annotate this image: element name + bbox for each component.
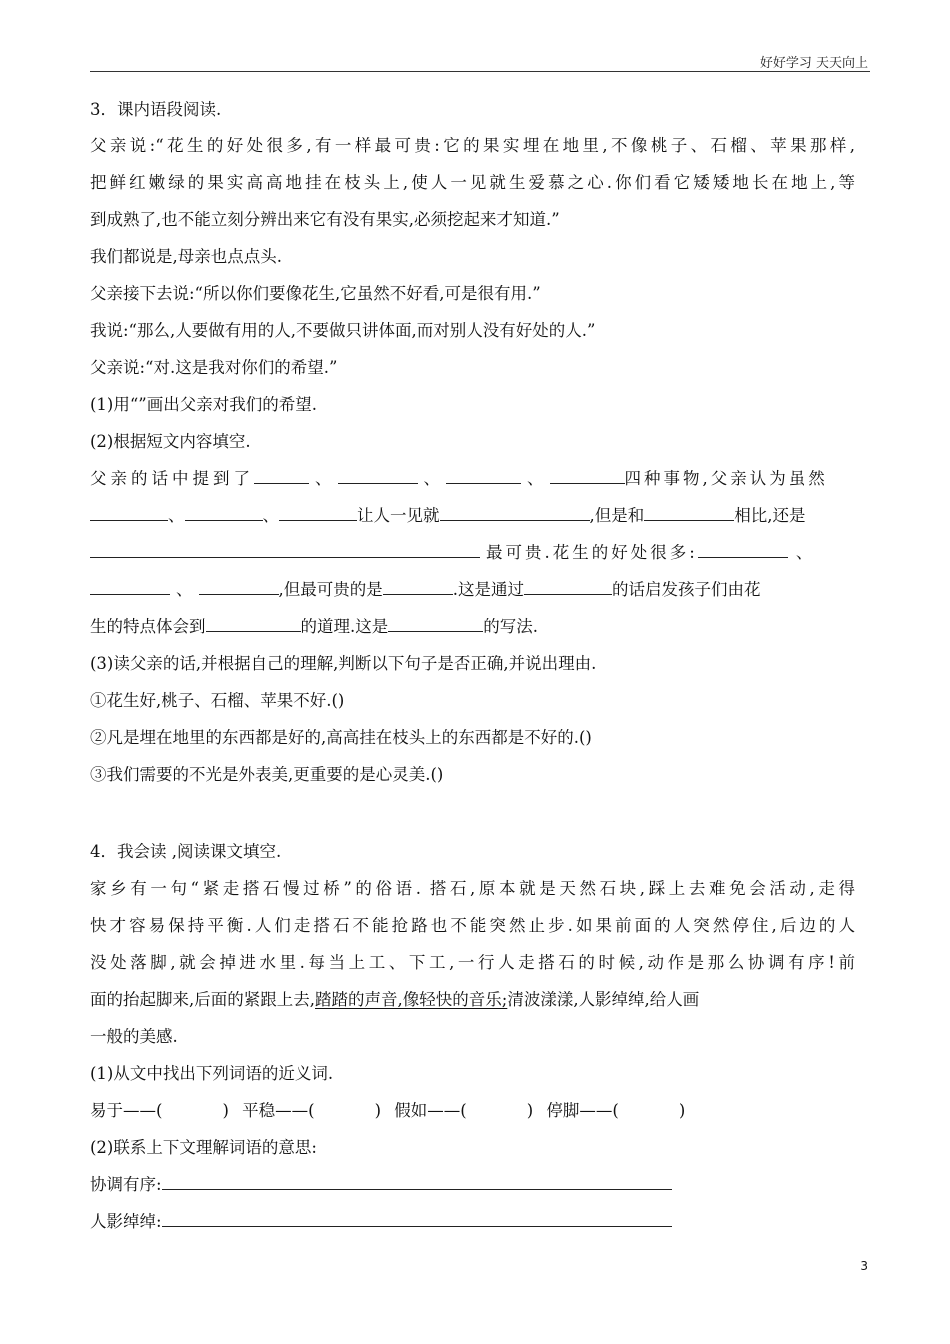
passage-text: 面的抬起脚来,后面的紧跟上去, <box>90 990 315 1009</box>
answer-blank[interactable] <box>550 467 625 484</box>
q3-sub3: (3)读父亲的话,并根据自己的理解,判断以下句子是否正确,并说出理由. <box>90 654 597 673</box>
fill-sep: 、 <box>423 469 440 488</box>
answer-blank[interactable] <box>644 504 734 521</box>
page-header-text: 好好学习 天天向上 <box>759 56 868 71</box>
fill-sep: 、 <box>315 469 332 488</box>
q3-sub2: (2)根据短文内容填空. <box>90 432 251 451</box>
q3-fill-line-2 <box>90 502 806 526</box>
answer-blank[interactable] <box>446 467 521 484</box>
q3-fill-line-5 <box>90 613 538 637</box>
q3-passage-line: 到成熟了,也不能立刻分辨出来它有没有果实,必须挖起来才知道.” <box>90 210 560 229</box>
q3-item: ②凡是埋在地里的东西都是好的,高高挂在枝头上的东西都是不好的.() <box>90 728 592 747</box>
header-rule <box>90 71 870 72</box>
answer-blank[interactable] <box>440 504 590 521</box>
answer-blank[interactable] <box>698 541 788 558</box>
answer-blank[interactable] <box>383 578 453 595</box>
answer-blank[interactable] <box>254 467 309 484</box>
fill-text: 的道理.这是 <box>300 617 389 636</box>
answer-blank[interactable] <box>279 504 357 521</box>
answer-blank[interactable] <box>162 1210 672 1227</box>
q3-title: 3．课内语段阅读. <box>90 100 222 119</box>
q3-fill-line-3 <box>90 539 812 563</box>
underlined-phrase: 踏踏的声音,像轻快的音乐; <box>315 990 508 1009</box>
synonym-item: 停脚——( ) <box>546 1101 686 1120</box>
fill-sep: 、 <box>262 506 279 525</box>
q3-passage-line: 我们都说是,母亲也点点头. <box>90 247 282 266</box>
q4-passage-line: 快才容易保持平衡.人们走搭石不能抢路也不能突然止步.如果前面的人突然停住,后边的人 <box>90 916 855 935</box>
answer-blank[interactable] <box>185 504 263 521</box>
passage-text: 清波漾漾,人影绰绰,给人画 <box>507 990 700 1009</box>
q4-term-row <box>90 1171 672 1195</box>
answer-blank[interactable] <box>199 578 279 595</box>
fill-text: ,但最可贵的是 <box>278 580 383 599</box>
synonym-item: 假如——( ) <box>394 1101 534 1120</box>
answer-blank[interactable] <box>206 615 301 632</box>
q3-passage-line: 父亲说:“对.这是我对你们的希望.” <box>90 358 338 377</box>
q4-sub2: (2)联系上下文理解词语的意思: <box>90 1138 317 1157</box>
q3-passage-line: 父亲说:“花生的好处很多,有一样最可贵:它的果实埋在地里,不像桃子、石榴、苹果那样, <box>90 136 855 155</box>
fill-text: 生的特点体会到 <box>90 617 206 636</box>
fill-text: 的写法. <box>483 617 538 636</box>
fill-text: 父亲的话中提到了 <box>90 469 254 488</box>
fill-text: 相比,还是 <box>734 506 806 525</box>
q4-synonym-row <box>90 1097 685 1121</box>
q4-sub1: (1)从文中找出下列词语的近义词. <box>90 1064 334 1083</box>
synonym-item: 平稳——( ) <box>242 1101 381 1120</box>
answer-blank[interactable] <box>162 1173 672 1190</box>
answer-blank[interactable] <box>90 504 168 521</box>
answer-blank[interactable] <box>90 578 170 595</box>
q4-passage-line: 没处落脚,就会掉进水里.每当上工、下工,一行人走搭石的时候,动作是那么协调有序!前 <box>90 953 855 972</box>
fill-text: 让人一见就 <box>357 506 440 525</box>
fill-text: 四种事物,父亲认为虽然 <box>624 469 828 488</box>
fill-text: 的话启发孩子们由花 <box>612 580 761 599</box>
fill-text: .这是通过 <box>452 580 524 599</box>
q4-passage-line <box>90 986 699 1010</box>
q3-fill-line-4 <box>90 576 761 600</box>
answer-blank[interactable] <box>524 578 612 595</box>
q4-term-row <box>90 1208 672 1232</box>
page-number: 3 <box>860 1259 868 1273</box>
fill-sep: 、 <box>168 506 185 525</box>
term-label: 协调有序: <box>90 1175 162 1194</box>
q4-passage-line: 家乡有一句“紧走搭石慢过桥”的俗语. 搭石,原本就是天然石块,踩上去难免会活动,走得 <box>90 879 855 898</box>
term-label: 人影绰绰: <box>90 1212 162 1231</box>
fill-sep: 、 <box>176 580 193 599</box>
answer-blank[interactable] <box>90 541 480 558</box>
q3-passage-line: 父亲接下去说:“所以你们要像花生,它虽然不好看,可是很有用.” <box>90 284 541 303</box>
q3-sub1: (1)用“”画出父亲对我们的希望. <box>90 395 317 414</box>
fill-sep: 、 <box>795 543 813 562</box>
q3-passage-line: 我说:“那么,人要做有用的人,不要做只讲体面,而对别人没有好处的人.” <box>90 321 596 340</box>
q4-title: 4．我会读 ,阅读课文填空. <box>90 842 282 861</box>
answer-blank[interactable] <box>338 467 418 484</box>
answer-blank[interactable] <box>388 615 483 632</box>
synonym-item: 易于——( ) <box>90 1101 229 1120</box>
fill-text: ,但是和 <box>589 506 645 525</box>
q3-item: ③我们需要的不光是外表美,更重要的是心灵美.() <box>90 765 444 784</box>
q3-passage-line: 把鲜红嫩绿的果实高高地挂在枝头上,使人一见就生爱慕之心.你们看它矮矮地长在地上,等 <box>90 173 855 192</box>
fill-sep: 、 <box>527 469 544 488</box>
q3-item: ①花生好,桃子、石榴、苹果不好.() <box>90 691 345 710</box>
q4-passage-line: 一般的美感. <box>90 1027 178 1046</box>
fill-text: 最可贵.花生的好处很多: <box>486 543 698 562</box>
q3-fill-line-1 <box>90 465 828 489</box>
